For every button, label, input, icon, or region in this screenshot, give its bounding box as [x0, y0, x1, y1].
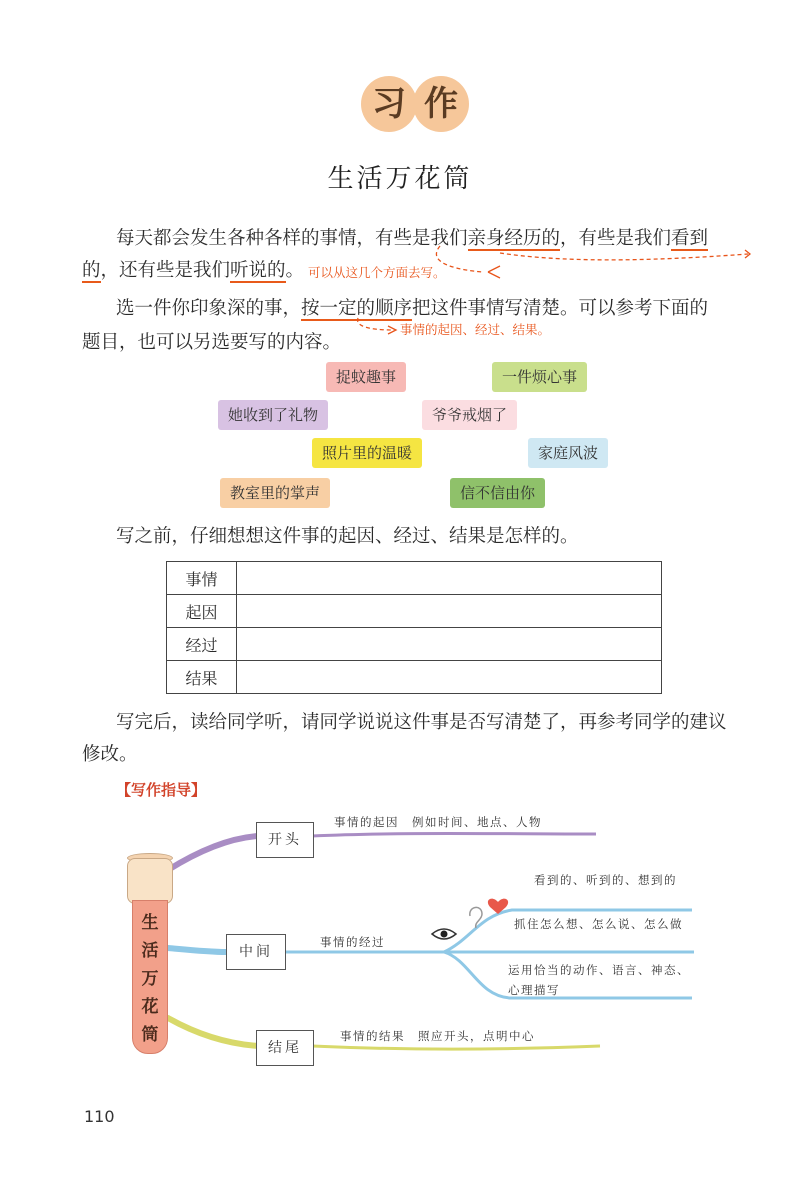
- topic-tag: 一件烦心事: [492, 362, 587, 392]
- paragraph-3: 写之前，仔细想想这件事的起因、经过、结果是怎样的。: [116, 526, 579, 547]
- middle-branch-3: 运用恰当的动作、语言、神态、心理描写: [508, 963, 690, 997]
- tube-char: 生: [141, 913, 159, 933]
- middle-box: 中间: [226, 934, 286, 970]
- opening-text: 事情的起因 例如时间、地点、人物: [334, 815, 542, 829]
- paragraph-4-line-1: 写完后，读给同学听，请同学说说这件事是否写清楚了，再参考同学的建议: [116, 712, 727, 733]
- paragraph-1-line-1: 每天都会发生各种各样的事情，有些是我们亲身经历的，有些是我们看到: [116, 228, 709, 249]
- eye-icon: [432, 929, 456, 939]
- subtitle: 生活万花筒: [327, 164, 473, 194]
- tube-char: 花: [141, 997, 159, 1017]
- paragraph-1-line-2: 的，还有些是我们听说的。: [82, 260, 305, 281]
- underline-order: 按一定的顺序: [301, 298, 413, 319]
- opening-box: 开头: [256, 822, 314, 858]
- page-number: 110: [84, 1107, 115, 1126]
- table-row-label: 起因: [167, 595, 237, 628]
- topic-tag: 信不信由你: [450, 478, 545, 508]
- table-row-label: 事情: [167, 562, 237, 595]
- paragraph-2-line-1: 选一件你印象深的事，按一定的顺序把这件事情写清楚。可以参考下面的: [116, 298, 709, 319]
- writing-guide-title: 【写作指导】: [116, 781, 207, 799]
- table-row-label: 结果: [167, 661, 237, 694]
- annotation-order: 事情的起因、经过、结果。: [400, 322, 551, 337]
- annotation-aspects: 可以从这几个方面去写。: [308, 265, 446, 280]
- paragraph-2-line-2: 题目，也可以另选要写的内容。: [82, 332, 342, 353]
- paragraph-4-line-2: 修改。: [82, 744, 138, 765]
- tube-char: 万: [141, 969, 159, 989]
- ending-box: 结尾: [256, 1030, 314, 1066]
- topic-tag: 捉蚊趣事: [326, 362, 406, 392]
- ending-text: 事情的结果 照应开头，点明中心: [340, 1029, 535, 1043]
- title-char-1: 习: [361, 76, 417, 132]
- topic-tag: 爷爷戒烟了: [422, 400, 517, 430]
- middle-branch-2: 抓住怎么想、怎么说、怎么做: [514, 917, 683, 931]
- underline-heard: 听说的: [230, 260, 286, 281]
- middle-branch-1: 看到的、听到的、想到的: [534, 873, 677, 887]
- table-row-label: 经过: [167, 628, 237, 661]
- underline-seen: 看到: [671, 228, 709, 249]
- title-char-2: 作: [413, 76, 469, 132]
- tube-char: 活: [141, 941, 159, 961]
- kaleidoscope-cap: [127, 858, 173, 904]
- tube-char: 筒: [141, 1025, 159, 1045]
- topic-tag: 照片里的温暖: [312, 438, 422, 468]
- topic-tag: 她收到了礼物: [218, 400, 328, 430]
- underline-experienced: 亲身经历的: [467, 228, 561, 249]
- topic-tag: 家庭风波: [528, 438, 608, 468]
- topic-tag: 教室里的掌声: [220, 478, 330, 508]
- middle-text: 事情的经过: [320, 935, 385, 949]
